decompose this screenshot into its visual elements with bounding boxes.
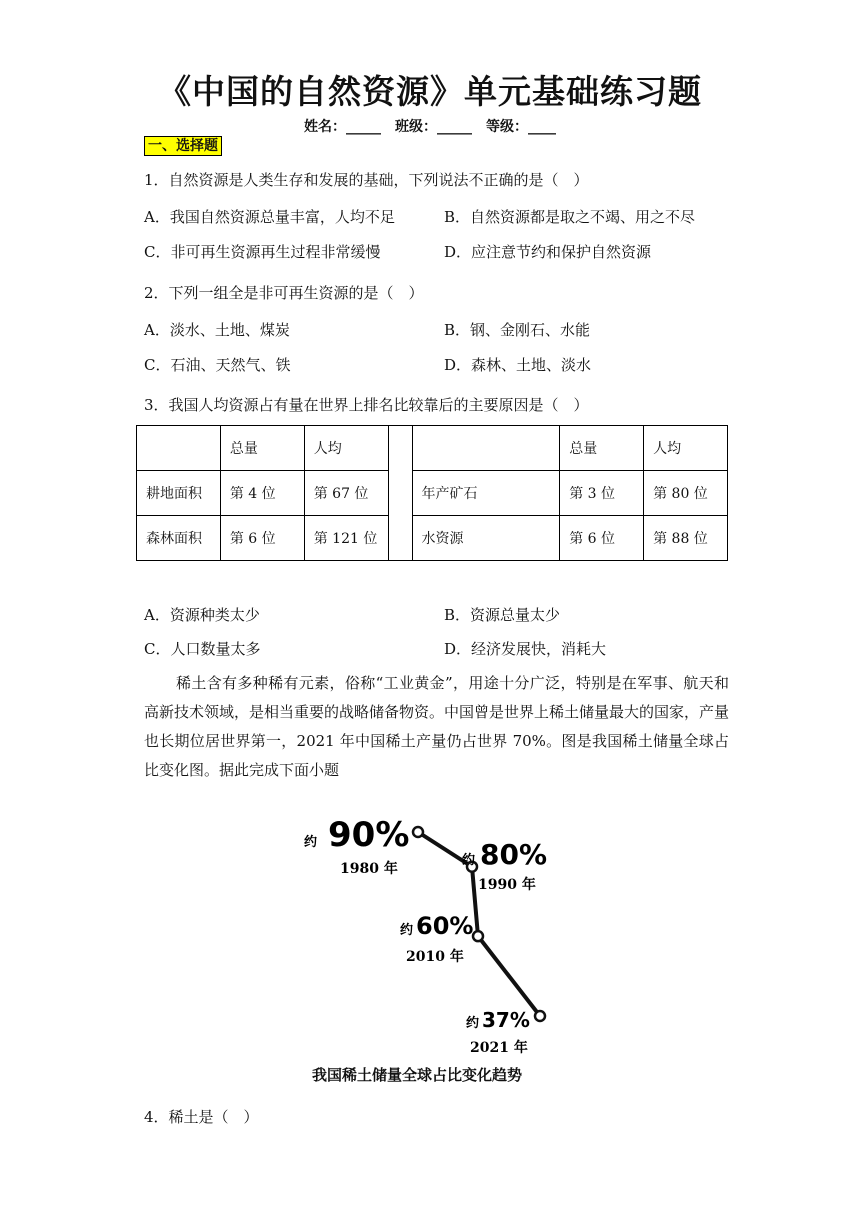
data-point [535,1011,545,1021]
year-label: 1990 年 [478,877,536,893]
value-prefix-label: 约 [466,1016,480,1031]
question-2-option-d: D．森林、土地、淡水 [444,356,592,374]
table-cell: 第 4 位 [220,471,304,516]
table-cell: 水资源 [412,516,560,561]
question-4-stem: 4．稀土是（ ） [144,1108,259,1126]
table-header-cell: 总量 [560,426,644,471]
table-gap-cell [388,426,412,561]
data-label: 90% [328,815,410,855]
table-header-cell: 总量 [220,426,304,471]
data-point [413,827,423,837]
table-cell [412,426,560,471]
data-label: 80% [480,838,548,871]
table-cell: 第 6 位 [560,516,644,561]
question-3-option-d: D．经济发展快，消耗大 [444,640,607,658]
question-1-option-a: A．我国自然资源总量丰富，人均不足 [144,208,395,226]
table-cell: 第 3 位 [560,471,644,516]
rare-earth-share-chart [300,812,560,1094]
table-row [137,471,728,516]
question-2-stem: 2．下列一组全是非可再生资源的是（ ） [144,284,424,302]
question-3-option-b: B．资源总量太少 [444,606,561,624]
question-1-option-c: C．非可再生资源再生过程非常缓慢 [144,243,381,261]
table-cell: 第 6 位 [220,516,304,561]
table-cell: 第 67 位 [304,471,388,516]
question-3-stem: 3．我国人均资源占有量在世界上排名比较靠后的主要原因是（ ） [144,396,589,414]
value-prefix-label: 约 [304,835,318,850]
data-label: 37% [482,1008,530,1032]
value-prefix-label: 约 [400,923,414,938]
question-2-option-a: A．淡水、土地、煤炭 [144,321,290,339]
question-1-stem: 1．自然资源是人类生存和发展的基础，下列说法不正确的是（ ） [144,171,589,189]
value-prefix-label: 约 [462,853,476,868]
question-1-option-d: D．应注意节约和保护自然资源 [444,243,652,261]
table-row [137,516,728,561]
table-header-cell: 人均 [644,426,728,471]
chart-title: 我国稀土储量全球占比变化趋势 [312,1066,523,1084]
year-label: 2010 年 [406,949,464,965]
rare-earth-passage: 稀土含有多种稀有元素，俗称“工业黄金”，用途十分广泛，特别是在军事、航天和高新技术领域，是相当重要的战略储备物资。中国曾是世界上稀土储量最大的国家，产量也长期位居世界第一，2021 年中国稀土产量仍占世界 70%。图是我国稀土储量全球占比变化图。据此完成下面小题 [144,674,730,779]
table-cell: 耕地面积 [137,471,221,516]
student-info-line: 姓名：_____ 班级：_____ 等级：____ [304,119,556,135]
table-cell: 第 121 位 [304,516,388,561]
data-label: 60% [416,912,474,940]
question-3-option-a: A．资源种类太少 [144,606,260,624]
table-cell: 年产矿石 [412,471,560,516]
question-2-option-b: B．钢、金刚石、水能 [444,321,591,339]
question-2-option-c: C．石油、天然气、铁 [144,356,291,374]
table-header-row [137,426,728,471]
year-label: 2021 年 [470,1040,528,1056]
table-header-cell: 人均 [304,426,388,471]
table-cell: 第 80 位 [644,471,728,516]
page-title: 《中国的自然资源》单元基础练习题 [158,72,702,111]
table-cell: 森林面积 [137,516,221,561]
question-1-option-b: B．自然资源都是取之不竭、用之不尽 [444,208,696,226]
year-label: 1980 年 [340,861,398,877]
resource-ranking-table [136,425,728,561]
table-cell [137,426,221,471]
section-title: 一、选择题 [144,136,222,156]
question-3-option-c: C．人口数量太多 [144,640,261,658]
table-cell: 第 88 位 [644,516,728,561]
data-point [473,931,483,941]
